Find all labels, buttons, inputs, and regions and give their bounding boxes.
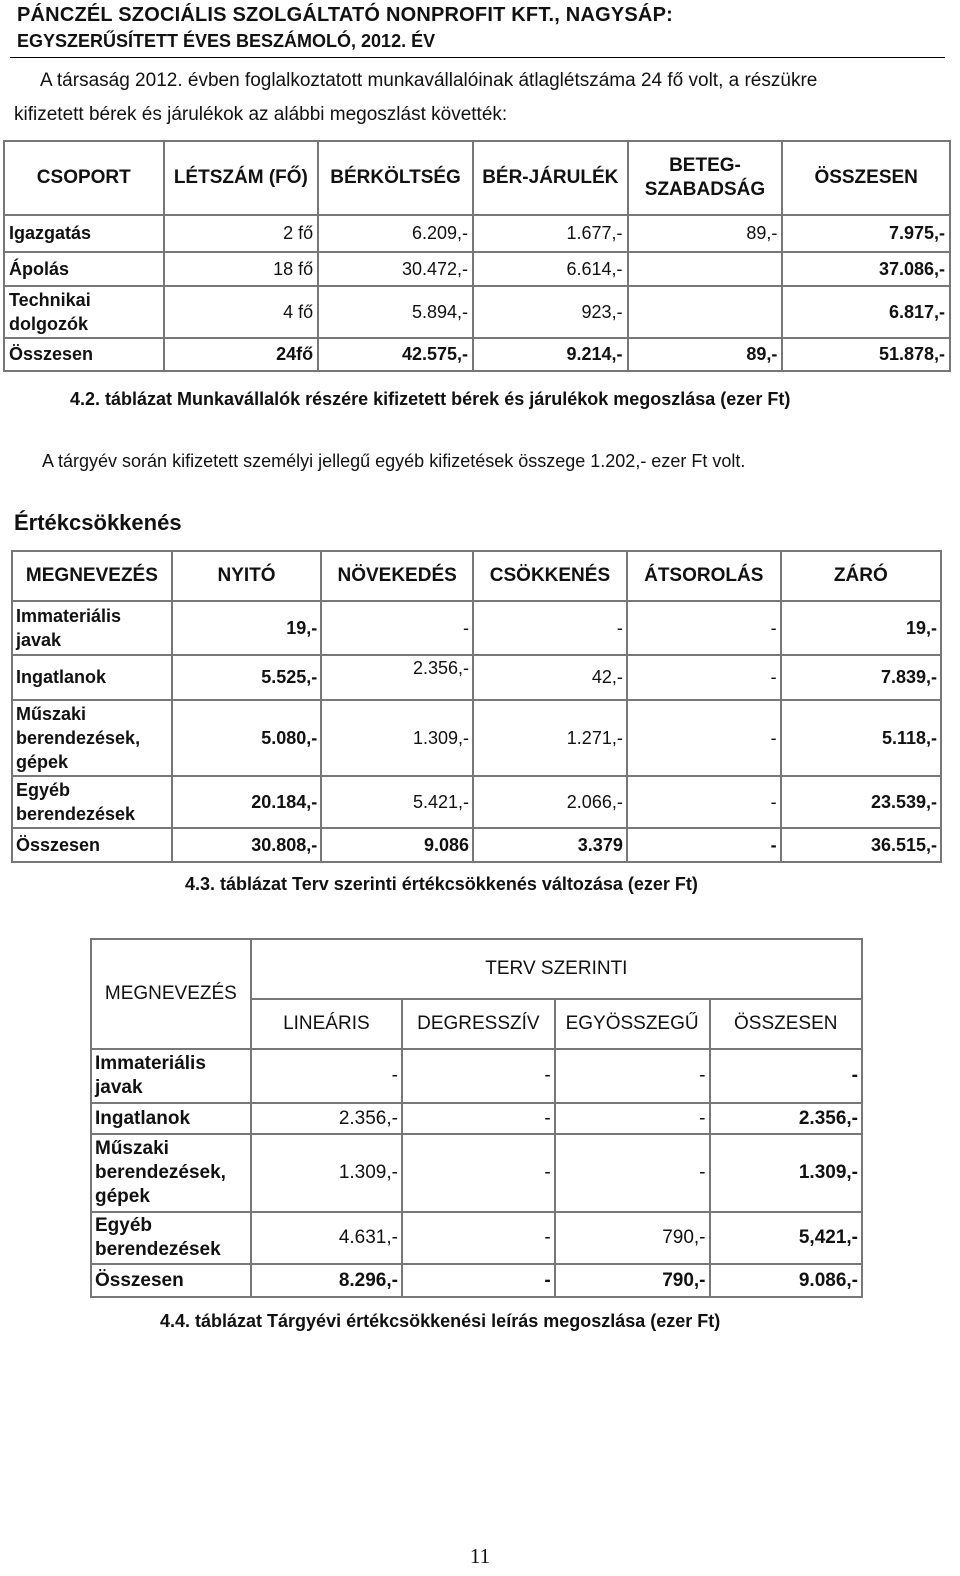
cell-value: 1.309,- — [321, 700, 473, 776]
cell-value: 3.379 — [473, 828, 627, 862]
cell-value: - — [555, 1049, 710, 1103]
col-header-name: MEGNEVEZÉS — [91, 939, 251, 1049]
intro-line-2: kifizetett bérek és járulékok az alábbi megoszlást követték: — [14, 104, 508, 125]
cell-value: - — [627, 828, 781, 862]
cell-value: 1.309,- — [251, 1134, 402, 1212]
cell-value: 42,- — [473, 655, 627, 700]
col-header-total: ÖSSZESEN — [782, 141, 950, 215]
table1-caption: 4.2. táblázat Munkavállalók részére kifizetett bérek és járulékok megoszlása (ezer Ft) — [70, 389, 791, 409]
col-header-total: ÖSSZESEN — [710, 999, 863, 1049]
note-text: A tárgyév során kifizetett személyi jellegű egyéb kifizetések összege 1.202,- ezer Ft volt. — [42, 451, 746, 471]
cell-value: 19,- — [781, 601, 941, 655]
row-label: Egyéb berendezések — [91, 1212, 251, 1264]
col-header-opening: NYITÓ — [172, 551, 321, 601]
depreciation-change-table — [11, 550, 942, 863]
table-row — [12, 601, 941, 655]
cell-value: - — [251, 1049, 402, 1103]
col-header-contribution: BÉR-JÁRULÉK — [473, 141, 628, 215]
table-row-total — [91, 1264, 862, 1297]
cell-value: 89,- — [628, 215, 783, 252]
table-row — [91, 1049, 862, 1103]
cell-value: 2 fő — [164, 215, 319, 252]
cell-value: 9.214,- — [473, 338, 628, 371]
row-label: Ingatlanok — [91, 1103, 251, 1134]
cell-total: 7.975,- — [782, 215, 950, 252]
table-row-total — [4, 338, 950, 371]
cell-value: 5,421,- — [710, 1212, 863, 1264]
cell-value: 1.309,- — [710, 1134, 863, 1212]
cell-value: - — [627, 655, 781, 700]
cell-value: 5.118,- — [781, 700, 941, 776]
table-row-total — [12, 828, 941, 862]
cell-value: - — [627, 700, 781, 776]
cell-value: 30.472,- — [318, 252, 473, 286]
table-row — [12, 700, 941, 776]
cell-value: 2.356,- — [251, 1103, 402, 1134]
col-header-increase: NÖVEKEDÉS — [321, 551, 473, 601]
table-row — [91, 1134, 862, 1212]
section-title: Értékcsökkenés — [14, 510, 182, 535]
split-table-header-top — [91, 939, 862, 999]
cell-value: - — [402, 1264, 555, 1297]
cell-value: - — [321, 601, 473, 655]
cell-value: 20.184,- — [172, 776, 321, 828]
row-label: Immateriális javak — [91, 1049, 251, 1103]
cell-value: 2.356,- — [321, 655, 473, 700]
cell-value: 5.080,- — [172, 700, 321, 776]
col-header-decrease: CSÖKKENÉS — [473, 551, 627, 601]
table-row — [12, 655, 941, 700]
row-label: Összesen — [12, 828, 172, 862]
cell-value: - — [402, 1212, 555, 1264]
cell-value: 6.614,- — [473, 252, 628, 286]
cell-value: - — [710, 1049, 863, 1103]
col-header-linear: LINEÁRIS — [251, 999, 402, 1049]
row-label: Egyéb berendezések — [12, 776, 172, 828]
table-row — [4, 252, 950, 286]
cell-value: - — [402, 1049, 555, 1103]
cell-value: 4 fő — [164, 286, 319, 338]
cell-value: 790,- — [555, 1212, 710, 1264]
cell-value: 1.271,- — [473, 700, 627, 776]
cell-total: 6.817,- — [782, 286, 950, 338]
cell-value: 5.421,- — [321, 776, 473, 828]
row-label: Összesen — [91, 1264, 251, 1297]
cell-value: - — [555, 1103, 710, 1134]
cell-value: 42.575,- — [318, 338, 473, 371]
cell-value: 4.631,- — [251, 1212, 402, 1264]
table2-caption: 4.3. táblázat Terv szerinti értékcsökkenés változása (ezer Ft) — [185, 874, 698, 894]
cell-value: 89,- — [628, 338, 783, 371]
cell-value: 5.894,- — [318, 286, 473, 338]
cell-value: 2.356,- — [710, 1103, 863, 1134]
col-header-name: MEGNEVEZÉS — [12, 551, 172, 601]
row-label: Ingatlanok — [12, 655, 172, 700]
cell-total: 51.878,- — [782, 338, 950, 371]
col-header-degressive: DEGRESSZÍV — [402, 999, 555, 1049]
cell-value: 2.066,- — [473, 776, 627, 828]
col-header-wage-cost: BÉRKÖLTSÉG — [318, 141, 473, 215]
row-label: Összesen — [4, 338, 164, 371]
cell-value: 36.515,- — [781, 828, 941, 862]
cell-value: - — [627, 776, 781, 828]
row-label: Műszaki berendezések, gépek — [12, 700, 172, 776]
cell-value: 7.839,- — [781, 655, 941, 700]
cell-value — [628, 286, 783, 338]
cell-value: - — [402, 1134, 555, 1212]
cell-value: - — [473, 601, 627, 655]
cell-value: - — [555, 1134, 710, 1212]
cell-value: - — [627, 601, 781, 655]
col-header-sick-leave: BETEG- SZABADSÁG — [628, 141, 783, 215]
document-header-title: EGYSZERŰSÍTETT ÉVES BESZÁMOLÓ, 2012. ÉV — [17, 31, 436, 51]
table-row — [91, 1212, 862, 1264]
row-label: Műszaki berendezések, gépek — [91, 1134, 251, 1212]
cell-value: 9.086,- — [710, 1264, 863, 1297]
cell-value: 790,- — [555, 1264, 710, 1297]
document-header-company: PÁNCZÉL SZOCIÁLIS SZOLGÁLTATÓ NONPROFIT KFT., NAGYSÁP: — [17, 4, 673, 26]
cell-value — [628, 252, 783, 286]
table-row — [91, 1103, 862, 1134]
cell-value: 5.525,- — [172, 655, 321, 700]
table-row — [4, 286, 950, 338]
col-header-group: CSOPORT — [4, 141, 164, 215]
cell-value: 9.086 — [321, 828, 473, 862]
cell-value: 8.296,- — [251, 1264, 402, 1297]
cell-value: 30.808,- — [172, 828, 321, 862]
cell-value: 18 fő — [164, 252, 319, 286]
col-header-lump-sum: EGYÖSSZEGŰ — [555, 999, 710, 1049]
cell-value: 24fő — [164, 338, 319, 371]
col-header-reclass: ÁTSOROLÁS — [627, 551, 781, 601]
row-label: Immateriális javak — [12, 601, 172, 655]
col-header-closing: ZÁRÓ — [781, 551, 941, 601]
cell-value: 6.209,- — [318, 215, 473, 252]
intro-line-1: A társaság 2012. évben foglalkoztatott munkavállalóinak átlaglétszáma 24 fő volt, a részükre — [40, 70, 818, 91]
wages-table-header — [4, 141, 950, 215]
cell-value: 1.677,- — [473, 215, 628, 252]
col-header-headcount: LÉTSZÁM (FŐ) — [164, 141, 319, 215]
page-number: 11 — [469, 1544, 491, 1568]
cell-value: 19,- — [172, 601, 321, 655]
row-label: Technikai dolgozók — [4, 286, 164, 338]
table3-caption: 4.4. táblázat Tárgyévi értékcsökkenési leírás megoszlása (ezer Ft) — [160, 1311, 721, 1331]
cell-total: 37.086,- — [782, 252, 950, 286]
cell-value: 23.539,- — [781, 776, 941, 828]
depreciation-split-table — [90, 938, 863, 1298]
table-row — [4, 215, 950, 252]
cell-value: 923,- — [473, 286, 628, 338]
table-row — [12, 776, 941, 828]
wages-table — [3, 140, 951, 372]
row-label: Ápolás — [4, 252, 164, 286]
row-label: Igazgatás — [4, 215, 164, 252]
col-header-group: TERV SZERINTI — [251, 939, 862, 999]
header-divider — [10, 57, 945, 58]
cell-value: - — [402, 1103, 555, 1134]
depreciation-table-header — [12, 551, 941, 601]
